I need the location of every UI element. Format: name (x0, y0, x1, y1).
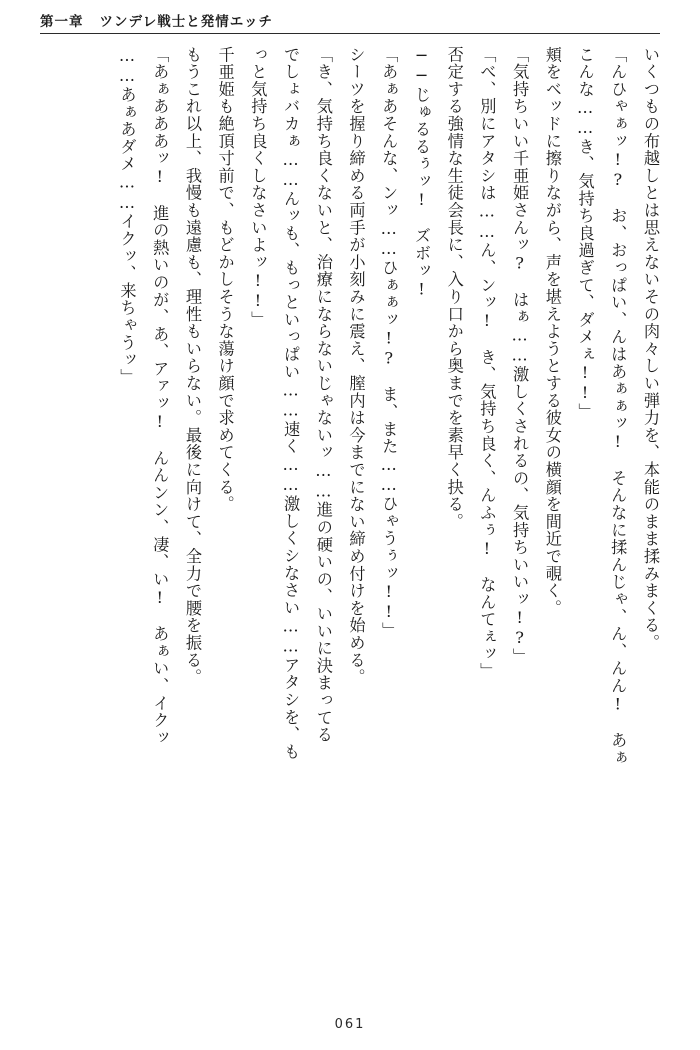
paragraph: 「気持ちいい千亜姫さんッ? はぁ……激しくされるの、気持ちいいッ!?」 (510, 46, 530, 666)
page-body (34, 46, 666, 992)
paragraph: ……あぁあダメ……イクッ、来ちゃうッ」 (117, 46, 137, 386)
paragraph: でしょバカぁ……んッも、もっといっぱい……速く……激しくシなさい……アタシを、も (281, 46, 301, 761)
paragraph: 千亜姫も絶頂寸前で、もどかしそうな蕩け顔で求めてくる。 (215, 46, 235, 514)
page-number: 061 (334, 1017, 366, 1032)
paragraph: ──じゅるるぅッ! ズボッ! (411, 46, 431, 300)
paragraph: 否定する強情な生徒会長に、入り口から奥までを素早く抉る。 (444, 46, 464, 531)
paragraph: 「べ、別にアタシは……ん、ンッ! き、気持ち良く、んふぅ! なんてぇッ」 (477, 46, 497, 680)
paragraph: 頬をベッドに擦りながら、声を堪えようとする彼女の横顔を間近で覗く。 (542, 46, 562, 617)
paragraph: っと気持ち良くしなさいよッ!!」 (248, 46, 268, 329)
paragraph: 「んひゃぁッ!? お、おっぱい、んはあぁぁッ! そんなに揉んじゃ、ん、んん! あぁ (608, 46, 628, 767)
paragraph: もうこれ以上、我慢も遠慮も、理性もいらない。最後に向けて、全力で腰を振る。 (182, 46, 202, 687)
chapter-title: ツンデレ戦士と発情エッチ (99, 14, 273, 30)
paragraph: こんな……き、気持ち良過ぎて、ダメぇ!!」 (575, 46, 595, 421)
paragraph: 「あぁあああッ! 進の熱いのが、あ、アァッ! んんンン、凄、い! あぁい、イクッ (150, 46, 170, 747)
chapter-number: 第一章 (40, 14, 84, 30)
paragraph: シーツを握り締める両手が小刻みに震え、膣内は今までにない締め付けを始める。 (346, 46, 366, 687)
running-header (40, 8, 660, 34)
paragraph: いくつもの布越しとは思えないその肉々しい弾力を、本能のまま揉みまくる。 (641, 46, 660, 652)
paragraph: 「き、気持ち良くないと、治療にならないじゃないッ……進の硬いの、いいに決まってる (313, 46, 333, 744)
vertical-text-block (34, 46, 666, 992)
paragraph: 「あぁあそんな、ンッ……ひぁぁッ!? ま、また……ひゃうぅッ!!」 (379, 46, 399, 640)
